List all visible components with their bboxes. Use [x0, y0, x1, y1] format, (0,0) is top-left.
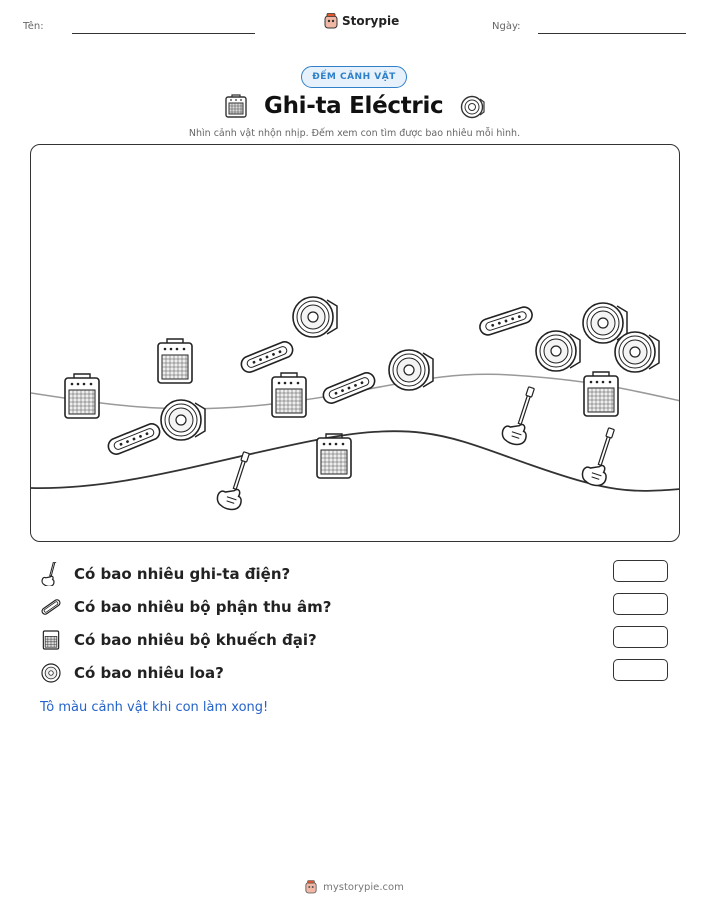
guitar — [580, 424, 621, 488]
question-text: Có bao nhiêu ghi-ta điện? — [74, 565, 291, 583]
speaker — [293, 297, 337, 337]
amplifier — [65, 374, 99, 418]
speaker — [536, 331, 580, 371]
answer-box[interactable] — [613, 659, 668, 681]
amplifier — [272, 373, 306, 417]
instructions: Nhìn cảnh vật nhộn nhịp. Đếm xem con tìm được bao nhiêu mỗi hình. — [188, 128, 521, 139]
guitar — [500, 383, 541, 447]
pickup — [478, 305, 534, 337]
pickup-icon — [40, 595, 62, 619]
brand-logo — [324, 13, 399, 29]
speaker — [161, 400, 205, 440]
name-line[interactable] — [72, 33, 255, 34]
question-text: Có bao nhiêu bộ phận thu âm? — [74, 598, 332, 616]
pickup — [106, 421, 162, 456]
question-text: Có bao nhiêu bộ khuếch đại? — [74, 631, 317, 649]
amplifier — [584, 372, 618, 416]
speaker — [389, 350, 433, 390]
date-line[interactable] — [538, 33, 686, 34]
name-label: Tên: — [23, 21, 44, 32]
footer-url[interactable]: mystorypie.com — [323, 881, 404, 893]
page-title: Ghi-ta Eléctric — [264, 93, 444, 119]
amplifier-icon — [40, 628, 62, 652]
speaker — [615, 332, 659, 372]
category-badge: ĐẾM CẢNH VẬT — [301, 66, 407, 88]
answer-box[interactable] — [613, 593, 668, 615]
date-label: Ngày: — [492, 21, 521, 32]
question-row — [40, 628, 317, 652]
speaker-icon — [460, 95, 486, 119]
pickup — [239, 339, 295, 374]
footer — [0, 880, 709, 894]
question-row — [40, 595, 331, 619]
scene-illustration — [31, 145, 680, 542]
amplifier — [317, 434, 351, 478]
amplifier — [158, 339, 192, 383]
speaker — [583, 303, 627, 343]
mascot-icon — [305, 880, 317, 894]
mascot-icon — [324, 13, 338, 29]
amplifier-icon — [225, 94, 247, 118]
pickup — [321, 370, 377, 405]
guitar-icon — [40, 562, 62, 586]
counting-scene — [30, 144, 680, 542]
question-row — [40, 661, 224, 685]
answer-box[interactable] — [613, 626, 668, 648]
coloring-note: Tô màu cảnh vật khi con làm xong! — [40, 700, 269, 715]
answer-box[interactable] — [613, 560, 668, 582]
question-text: Có bao nhiêu loa? — [74, 664, 224, 682]
question-row — [40, 562, 290, 586]
brand-name: Storypie — [342, 14, 400, 28]
speaker-icon — [40, 661, 62, 685]
